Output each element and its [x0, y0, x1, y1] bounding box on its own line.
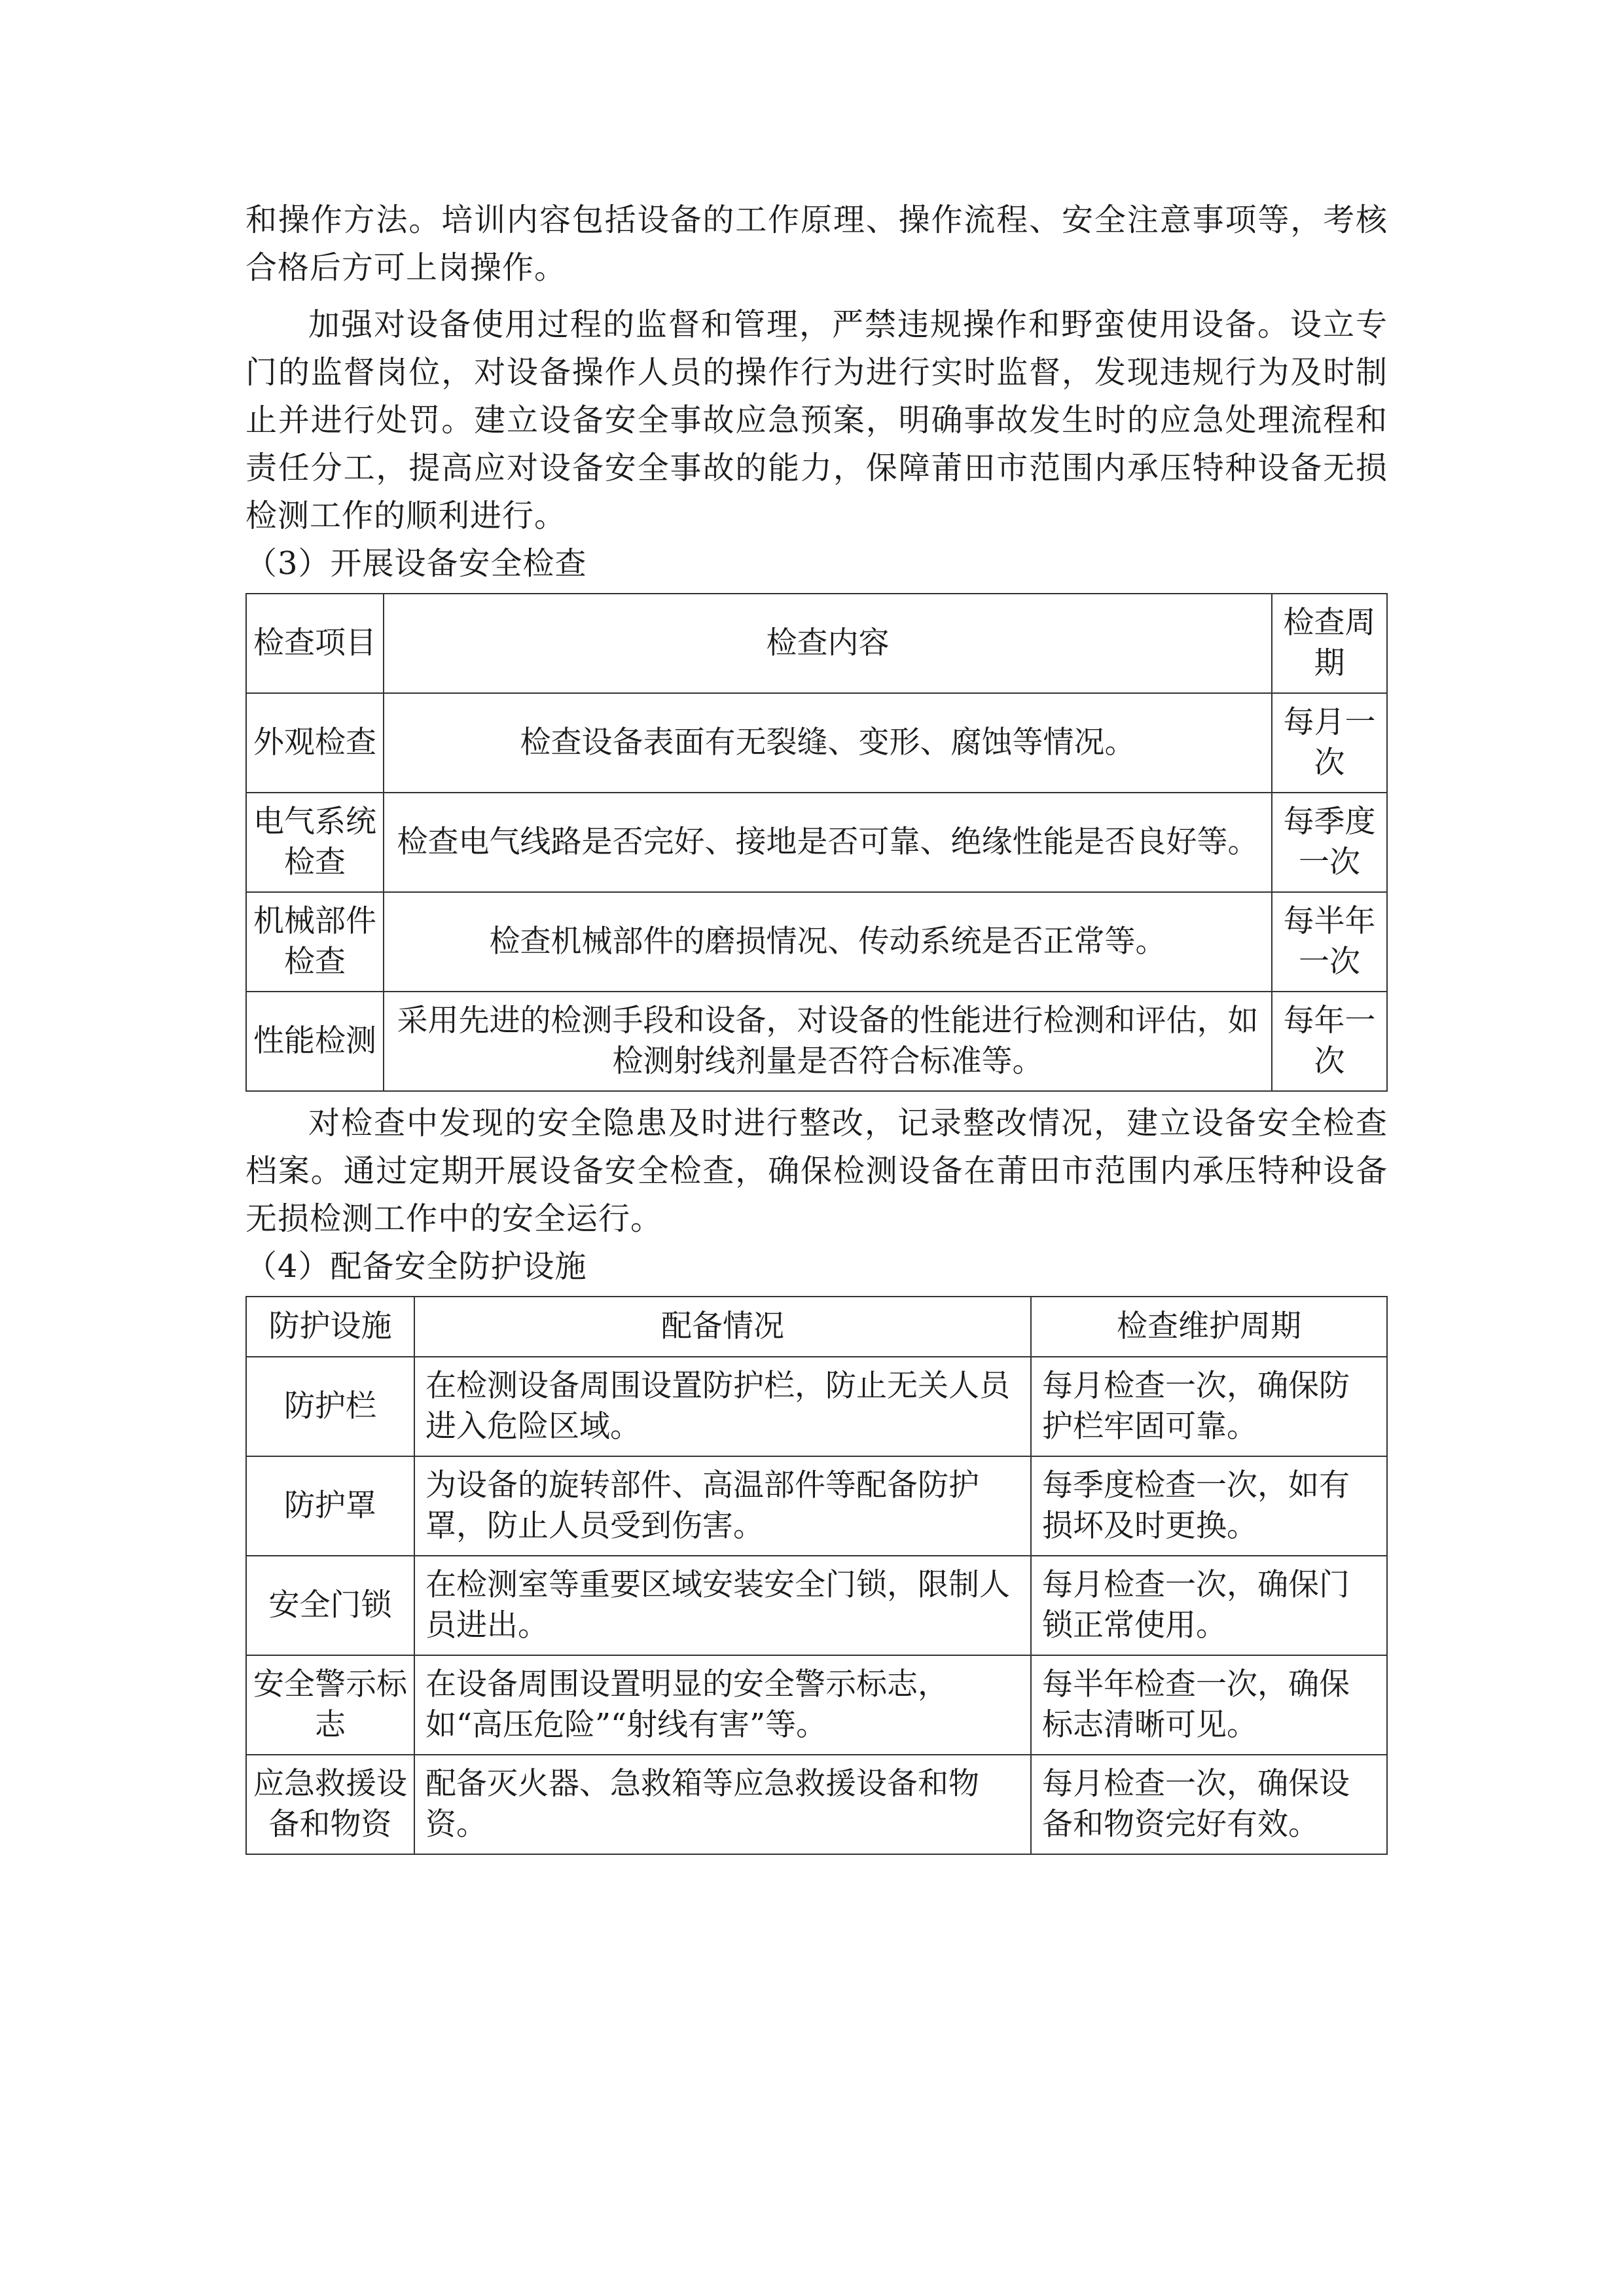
table-row: [246, 1755, 1387, 1854]
header-cell: 检查周期: [1272, 594, 1387, 693]
header-cell: 防护设施: [246, 1297, 414, 1357]
table-cell: 安全警示标志: [246, 1655, 414, 1755]
header-cell: 检查项目: [246, 594, 384, 693]
table-cell: 检查设备表面有无裂缝、变形、腐蚀等情况。: [384, 693, 1272, 793]
table-cell: 防护栏: [246, 1357, 414, 1456]
table-cell: 性能检测: [246, 992, 384, 1091]
table-cell: 机械部件检查: [246, 892, 384, 992]
header-cell: 配备情况: [414, 1297, 1031, 1357]
table-cell: 每月一次: [1272, 693, 1387, 793]
table-cell: 检查机械部件的磨损情况、传动系统是否正常等。: [384, 892, 1272, 992]
table-row: [246, 1556, 1387, 1655]
table-cell: 在检测室等重要区域安装安全门锁，限制人员进出。: [414, 1556, 1031, 1655]
table-row: [246, 1357, 1387, 1456]
heading-safety-inspection: （3）开展设备安全检查: [245, 545, 587, 582]
table-cell: 每季度一次: [1272, 793, 1387, 892]
table-cell: 外观检查: [246, 693, 384, 793]
table-cell: 每月检查一次，确保设备和物资完好有效。: [1031, 1755, 1387, 1854]
paragraph-rectification: 对检查中发现的安全隐患及时进行整改，记录整改情况，建立设备安全检查档案。通过定期开展设备安全检查，确保检测设备在莆田市范围内承压特种设备无损检测工作中的安全运行。: [245, 1105, 1388, 1237]
paragraph-training: 和操作方法。培训内容包括设备的工作原理、操作流程、安全注意事项等，考核合格后方可上岗操作。: [245, 202, 1388, 286]
protection-table: [245, 1296, 1388, 1855]
document-page: [245, 196, 1388, 1855]
table-row: [246, 892, 1387, 992]
table-header-row: [246, 1297, 1387, 1357]
table-cell: 电气系统检查: [246, 793, 384, 892]
table-row: [246, 1456, 1387, 1556]
table-cell: 每半年一次: [1272, 892, 1387, 992]
table-cell: 在设备周围设置明显的安全警示标志，如“高压危险”“射线有害”等。: [414, 1655, 1031, 1755]
table-cell: 每半年检查一次，确保标志清晰可见。: [1031, 1655, 1387, 1755]
heading-protective-facilities: （4）配备安全防护设施: [245, 1248, 587, 1285]
table-cell: 在检测设备周围设置防护栏，防止无关人员进入危险区域。: [414, 1357, 1031, 1456]
table-cell: 安全门锁: [246, 1556, 414, 1655]
table-row: [246, 793, 1387, 892]
table-cell: 每年一次: [1272, 992, 1387, 1091]
table-header-row: [246, 594, 1387, 693]
table-cell: 每月检查一次，确保门锁正常使用。: [1031, 1556, 1387, 1655]
table-row: [246, 992, 1387, 1091]
table-cell: 每季度检查一次，如有损坏及时更换。: [1031, 1456, 1387, 1556]
table-cell: 应急救援设备和物资: [246, 1755, 414, 1854]
table-row: [246, 693, 1387, 793]
table-cell: 配备灭火器、急救箱等应急救援设备和物资。: [414, 1755, 1031, 1854]
inspection-table: [245, 593, 1388, 1092]
header-cell: 检查维护周期: [1031, 1297, 1387, 1357]
paragraph-supervision: 加强对设备使用过程的监督和管理，严禁违规操作和野蛮使用设备。设立专门的监督岗位，对设备操作人员的操作行为进行实时监督，发现违规行为及时制止并进行处罚。建立设备安全事故应急预案，明确事故发生时的应急处理流程和责任分工，提高应对设备安全事故的能力，保障莆田市范围内承压特种设备无损检测工作的顺利进行。: [245, 306, 1388, 534]
table-cell: 每月检查一次，确保防护栏牢固可靠。: [1031, 1357, 1387, 1456]
table-row: [246, 1655, 1387, 1755]
header-cell: 检查内容: [384, 594, 1272, 693]
table-cell: 采用先进的检测手段和设备，对设备的性能进行检测和评估，如检测射线剂量是否符合标准等。: [384, 992, 1272, 1091]
table-cell: 防护罩: [246, 1456, 414, 1556]
table-cell: 检查电气线路是否完好、接地是否可靠、绝缘性能是否良好等。: [384, 793, 1272, 892]
table-cell: 为设备的旋转部件、高温部件等配备防护罩，防止人员受到伤害。: [414, 1456, 1031, 1556]
